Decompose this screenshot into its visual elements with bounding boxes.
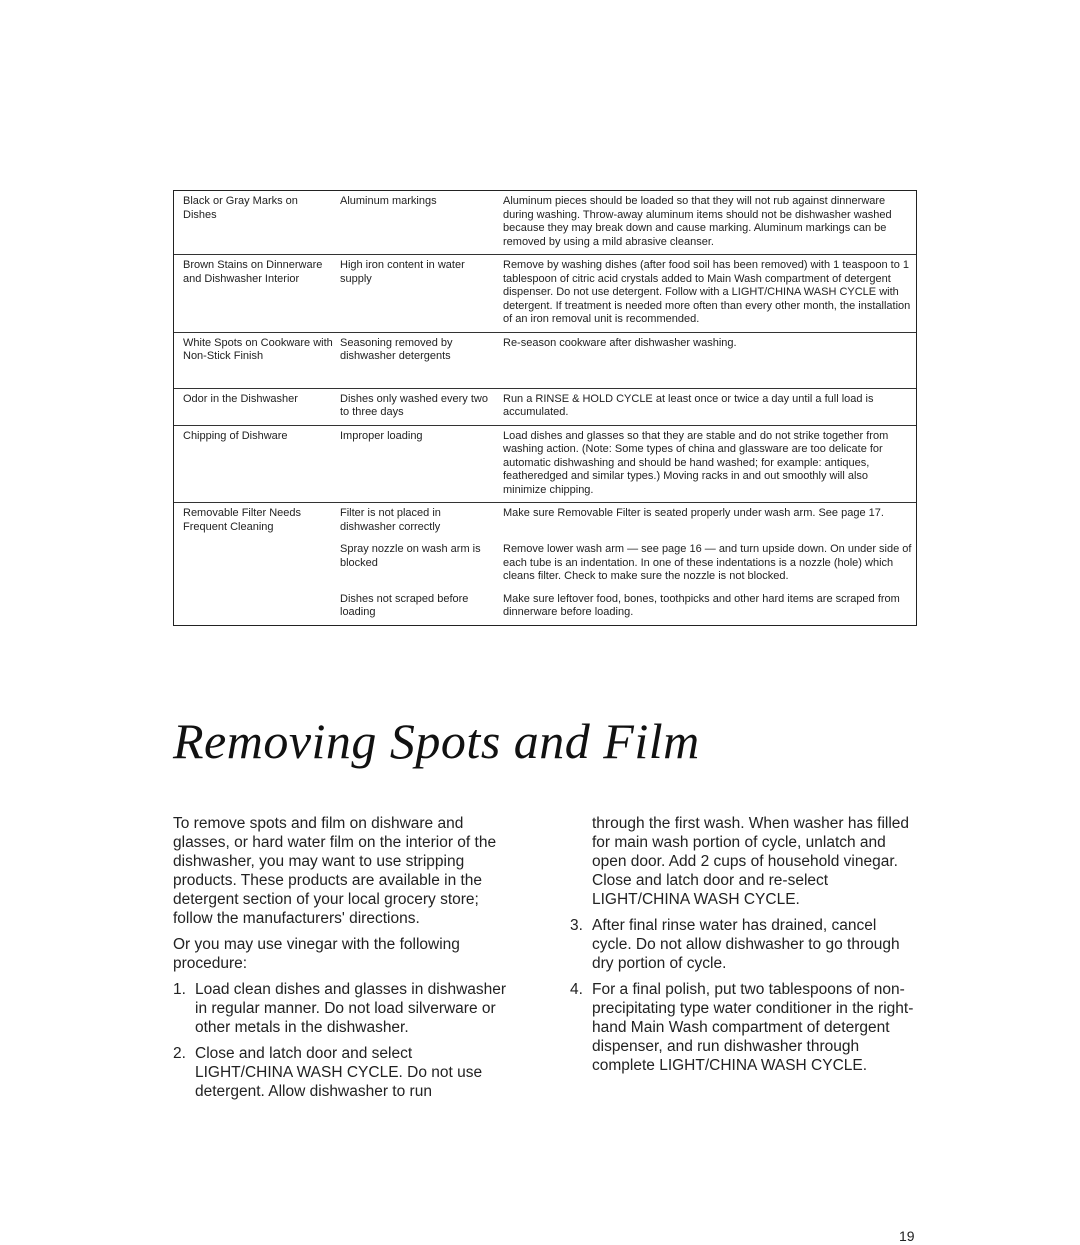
cause-cell: Dishes not scraped before loading [340, 592, 469, 618]
table-row [174, 503, 916, 625]
left-column [173, 814, 508, 1108]
troubleshooting-table [173, 190, 917, 626]
cause-cell: High iron content in water supply [340, 259, 465, 285]
step-number: 1. [173, 981, 186, 998]
cause-cell: Spray nozzle on wash arm is blocked [340, 543, 481, 569]
solution-cell: Remove lower wash arm — see page 16 — and turn upside down. On under side of each tube is an indentation. In one of these indentations is a nozzle (hole) which cleans filter. Check to make sure the nozzle is not blocked. [503, 543, 912, 582]
problem-cell: Brown Stains on Dinnerware and Dishwasher Interior [183, 259, 323, 285]
solution-cell: Aluminum pieces should be loaded so that they will not rub against dinnerware during washing. Throw-away aluminum items should not be dishwasher washed because they may break down and cause marking. Aluminum markings can be removed by using a mild abrasive cleanser. [503, 195, 892, 248]
cause-solution-pair [174, 543, 916, 584]
cause-solution-pair [174, 593, 916, 620]
right-column [570, 814, 920, 1082]
cause-cell: Seasoning removed by dishwasher detergents [340, 336, 453, 362]
step-text: through the first wash. When washer has filled for main wash portion of cycle, unlatch and open door. Add 2 cups of household vinegar. Close and latch door and re-select LIGHT/CHINA WASH CYCLE. [592, 815, 910, 908]
step-text: Load clean dishes and glasses in dishwasher in regular manner. Do not load silverware or other metals in the dishwasher. [195, 981, 507, 1036]
step-2 [173, 1044, 508, 1101]
problem-cell: White Spots on Cookware with Non-Stick Finish [183, 336, 333, 362]
solution-cell: Load dishes and glasses so that they are stable and do not strike together from washing action. (Note: Some types of china and glassware are too delicate for automatic dishwashing and should be hand washed; for example: antiques, featheredged and similar types.) Moving racks in and out smoothly will also minimize chipping. [503, 429, 889, 496]
problem-cell: Chipping of Dishware [183, 429, 288, 442]
step-2-continued [570, 814, 920, 909]
page-number: 19 [899, 1228, 915, 1244]
problem-cell: Odor in the Dishwasher [183, 392, 298, 405]
table-row [174, 333, 916, 389]
cause-cell: Filter is not placed in dishwasher correctly [340, 507, 441, 533]
section-title: Removing Spots and Film [173, 713, 700, 769]
step-1 [173, 980, 508, 1037]
step-text: For a final polish, put two tablespoons of non-precipitating type water conditioner in the right-hand Main Wash compartment of detergent dispenser, and run dishwasher through complete LIGHT/CHINA WASH CYCLE. [592, 981, 914, 1074]
problem-cell: Black or Gray Marks on Dishes [183, 195, 298, 221]
table-row [174, 389, 916, 426]
solution-cell: Run a RINSE & HOLD CYCLE at least once or twice a day until a full load is accumulated. [503, 392, 874, 418]
intro-paragraph: To remove spots and film on dishware and glasses, or hard water film on the interior of the dishwasher, you may want to use stripping products. These products are available in the detergent section of your local grocery store; follow the manufacturers' directions. [173, 815, 497, 927]
step-number: 2. [173, 1045, 186, 1062]
step-text: Close and latch door and select LIGHT/CHINA WASH CYCLE. Do not use detergent. Allow dishwasher to run [195, 1045, 483, 1100]
step-text: After final rinse water has drained, cancel cycle. Do not allow dishwasher to go through dry portion of cycle. [592, 917, 900, 972]
cause-cell: Dishes only washed every two to three days [340, 392, 488, 418]
solution-cell: Make sure leftover food, bones, toothpicks and other hard items are scraped from dinnerware before loading. [503, 592, 900, 618]
step-number: 3. [570, 917, 583, 934]
solution-cell: Make sure Removable Filter is seated properly under wash arm. See page 17. [503, 507, 884, 519]
cause-cell: Improper loading [340, 429, 423, 442]
step-4 [570, 980, 920, 1075]
table-row [174, 191, 916, 255]
solution-cell: Re-season cookware after dishwasher washing. [503, 336, 737, 349]
table-row [174, 255, 916, 333]
table-row [174, 426, 916, 504]
step-number: 4. [570, 981, 583, 998]
step-3 [570, 916, 920, 973]
problem-cell: Removable Filter Needs Frequent Cleaning [183, 507, 301, 533]
cause-cell: Aluminum markings [340, 195, 437, 207]
solution-cell: Remove by washing dishes (after food soil has been removed) with 1 teaspoon to 1 tablespoon of citric acid crystals added to Main Wash compartment of detergent dispenser. Do not use detergent. Follow with a LIGHT/CHINA WASH CYCLE with detergent. If treatment is needed more often than every other month, the installation of an iron removal unit is recommended. [503, 259, 911, 325]
vinegar-paragraph: Or you may use vinegar with the following procedure: [173, 936, 460, 972]
